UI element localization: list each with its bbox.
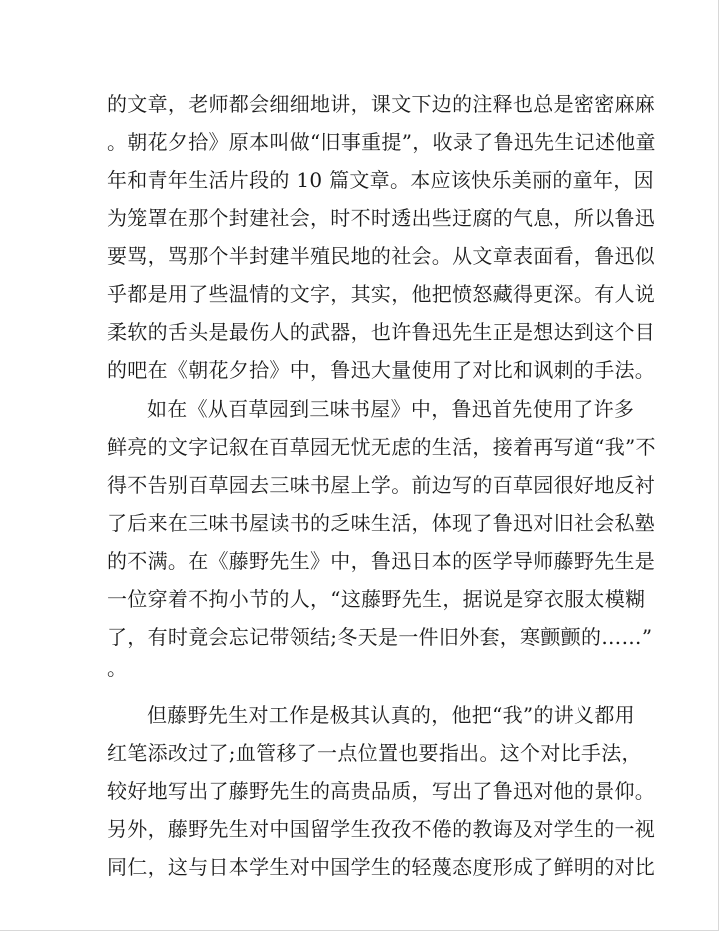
text-line: 年和青年生活片段的 10 篇文章。本应该快乐美丽的童年，因 <box>107 168 654 192</box>
text-line: 同仁，这与日本学生对中国学生的轻蔑态度形成了鲜明的对比 <box>107 855 656 879</box>
text-line: 另外，藤野先生对中国留学生孜孜不倦的教诲及对学生的一视 <box>107 817 656 841</box>
text-line: 如在《从百草园到三味书屋》中，鲁迅首先使用了许多 <box>147 397 635 421</box>
text-line: 了，有时竟会忘记带领结;冬天是一件旧外套，寒颤颤的……” <box>107 625 653 649</box>
text-line: 的不满。在《藤野先生》中，鲁迅日本的医学导师藤野先生是 <box>107 549 656 573</box>
text-line: 柔软的舌头是最伤人的武器，也许鲁迅先生正是想达到这个目 <box>107 320 656 344</box>
text-line: 一位穿着不拘小节的人，“这藤野先生，据说是穿衣服太模糊 <box>107 587 646 611</box>
text-line: 但藤野先生对工作是极其认真的，他把“我”的讲义都用 <box>147 703 635 727</box>
text-line: 了后来在三味书屋读书的乏味生活，体现了鲁迅对旧社会私塾 <box>107 511 656 535</box>
text-line: 。朝花夕拾》原本叫做“旧事重提”，收录了鲁迅先生记述他童 <box>107 130 656 154</box>
text-line: 鲜亮的文字记叙在百草园无忧无虑的生活，接着再写道“我”不 <box>107 435 656 459</box>
text-line: 红笔添改过了;血管移了一点位置也要指出。这个对比手法， <box>107 741 642 765</box>
text-line: 。 <box>107 656 128 680</box>
text-line: 的吧在《朝花夕拾》中，鲁迅大量使用了对比和讽刺的手法。 <box>107 358 656 382</box>
text-line: 乎都是用了些温情的文字，其实，他把愤怒藏得更深。有人说 <box>107 282 656 306</box>
text-line: 为笼罩在那个封建社会，时不时透出些迂腐的气息，所以鲁迅 <box>107 206 656 230</box>
text-line: 的文章，老师都会细细地讲，课文下边的注释也总是密密麻麻 <box>107 92 656 116</box>
text-line: 要骂，骂那个半封建半殖民地的社会。从文章表面看，鲁迅似 <box>107 244 656 268</box>
text-line: 得不告别百草园去三味书屋上学。前边写的百草园很好地反衬 <box>107 473 656 497</box>
text-line: 较好地写出了藤野先生的高贵品质，写出了鲁迅对他的景仰。 <box>107 779 656 803</box>
